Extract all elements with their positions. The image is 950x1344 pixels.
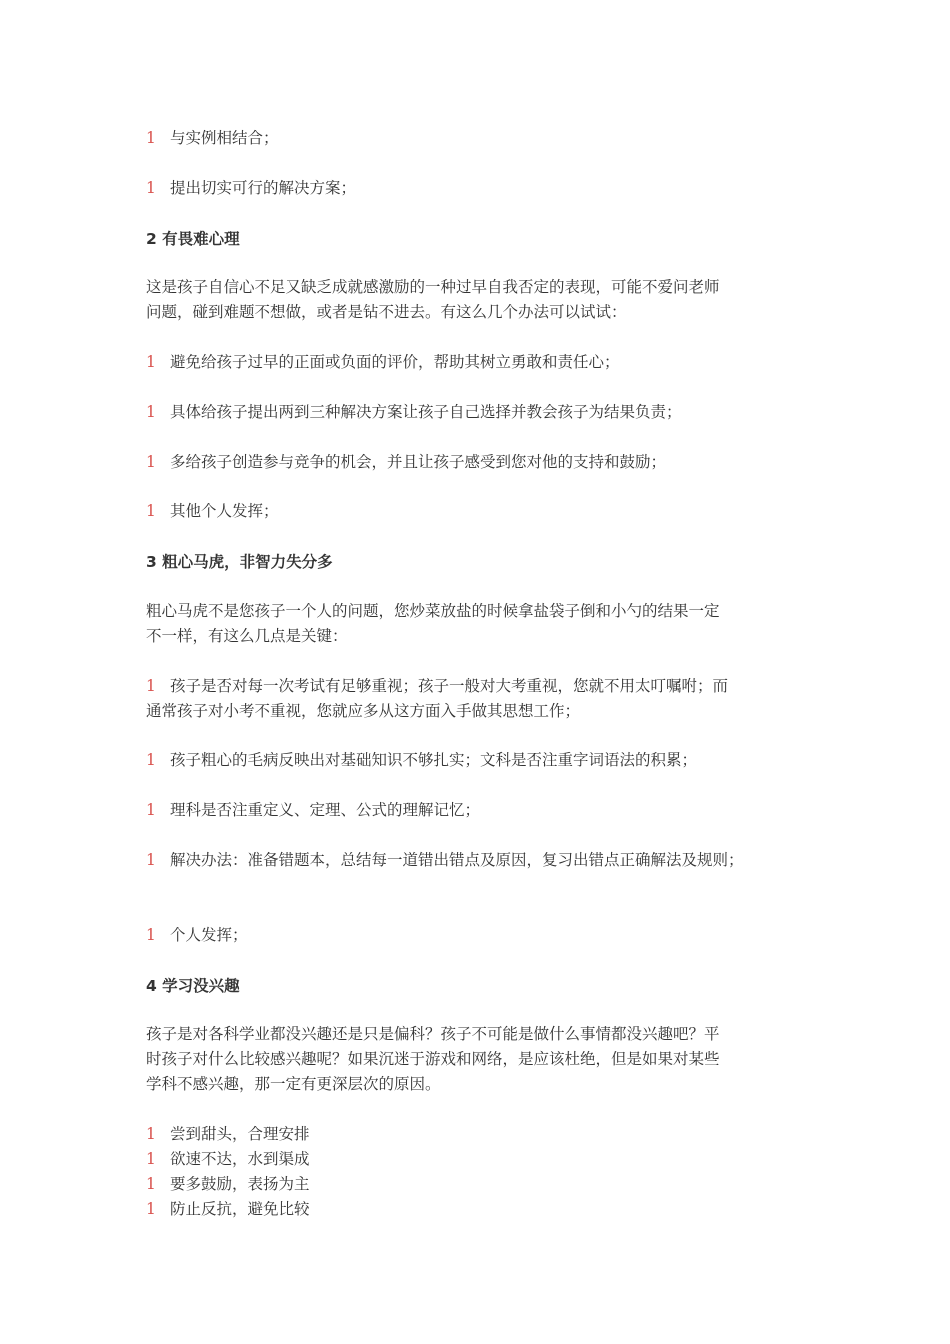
list-item xyxy=(146,126,279,150)
bullet-marker: 1 xyxy=(146,1150,156,1168)
bullet-marker: 1 xyxy=(146,353,156,371)
bullet-marker: 1 xyxy=(146,926,156,944)
list-item-continuation: 通常孩子对小考不重视，您就应多从这方面入手做其思想工作； xyxy=(146,702,581,720)
list-item-text: 孩子粗心的毛病反映出对基础知识不够扎实；文科是否注重字词语法的积累； xyxy=(170,751,698,769)
list-item-text: 理科是否注重定义、定理、公式的理解记忆； xyxy=(170,801,481,819)
paragraph-line: 时孩子对什么比较感兴趣呢？如果沉迷于游戏和网络，是应该杜绝，但是如果对某些 xyxy=(146,1050,720,1068)
list-item xyxy=(146,1172,310,1196)
list-item-text: 防止反抗，避免比较 xyxy=(170,1200,310,1218)
paragraph-line: 孩子是对各科学业都没兴趣还是只是偏科？孩子不可能是做什么事情都没兴趣吧？平 xyxy=(146,1025,720,1043)
list-item xyxy=(146,1122,310,1146)
list-item-text: 尝到甜头，合理安排 xyxy=(170,1125,310,1143)
bullet-marker: 1 xyxy=(146,851,156,869)
list-item-text: 其他个人发挥； xyxy=(170,502,279,520)
bullet-marker: 1 xyxy=(146,403,156,421)
bullet-marker: 1 xyxy=(146,453,156,471)
list-item xyxy=(146,350,620,374)
list-item-text: 与实例相结合； xyxy=(170,129,279,147)
list-item-text: 具体给孩子提出两到三种解决方案让孩子自己选择并教会孩子为结果负责； xyxy=(170,403,682,421)
list-item xyxy=(146,499,279,523)
list-item xyxy=(146,848,744,872)
list-item-text: 提出切实可行的解决方案； xyxy=(170,179,357,197)
bullet-marker: 1 xyxy=(146,1200,156,1218)
list-item xyxy=(146,1197,310,1221)
list-item-text: 孩子是否对每一次考试有足够重视；孩子一般对大考重视，您就不用太叮嘱咐；而 xyxy=(170,677,729,695)
bullet-marker: 1 xyxy=(146,502,156,520)
bullet-marker: 1 xyxy=(146,1175,156,1193)
bullet-marker: 1 xyxy=(146,801,156,819)
list-item xyxy=(146,798,480,822)
paragraph-line: 学科不感兴趣，那一定有更深层次的原因。 xyxy=(146,1075,441,1093)
list-item-text: 个人发挥； xyxy=(170,926,248,944)
list-item-text: 要多鼓励，表扬为主 xyxy=(170,1175,310,1193)
list-item xyxy=(146,1147,310,1171)
paragraph-line: 粗心马虎不是您孩子一个人的问题，您炒菜放盐的时候拿盐袋子倒和小勺的结果一定 xyxy=(146,602,720,620)
paragraph-line: 这是孩子自信心不足又缺乏成就感激励的一种过早自我否定的表现，可能不爱问老师 xyxy=(146,278,720,296)
section-heading: 4 学习没兴趣 xyxy=(146,977,240,995)
bullet-marker: 1 xyxy=(146,129,156,147)
list-item xyxy=(146,450,666,474)
list-item xyxy=(146,400,682,424)
bullet-marker: 1 xyxy=(146,179,156,197)
list-item xyxy=(146,923,248,947)
list-item-text: 多给孩子创造参与竞争的机会，并且让孩子感受到您对他的支持和鼓励； xyxy=(170,453,667,471)
list-item xyxy=(146,176,356,200)
list-item-text: 欲速不达，水到渠成 xyxy=(170,1150,310,1168)
list-item xyxy=(146,674,728,698)
paragraph-line: 问题，碰到难题不想做，或者是钻不进去。有这么几个办法可以试试： xyxy=(146,303,627,321)
paragraph-line: 不一样，有这么几点是关键： xyxy=(146,627,348,645)
section-heading: 3 粗心马虎，非智力失分多 xyxy=(146,553,333,571)
bullet-marker: 1 xyxy=(146,1125,156,1143)
section-heading: 2 有畏难心理 xyxy=(146,230,240,248)
list-item xyxy=(146,748,697,772)
bullet-marker: 1 xyxy=(146,677,156,695)
list-item-text: 避免给孩子过早的正面或负面的评价，帮助其树立勇敢和责任心； xyxy=(170,353,620,371)
list-item-text: 解决办法：准备错题本，总结每一道错出错点及原因，复习出错点正确解法及规则； xyxy=(170,851,744,869)
bullet-marker: 1 xyxy=(146,751,156,769)
